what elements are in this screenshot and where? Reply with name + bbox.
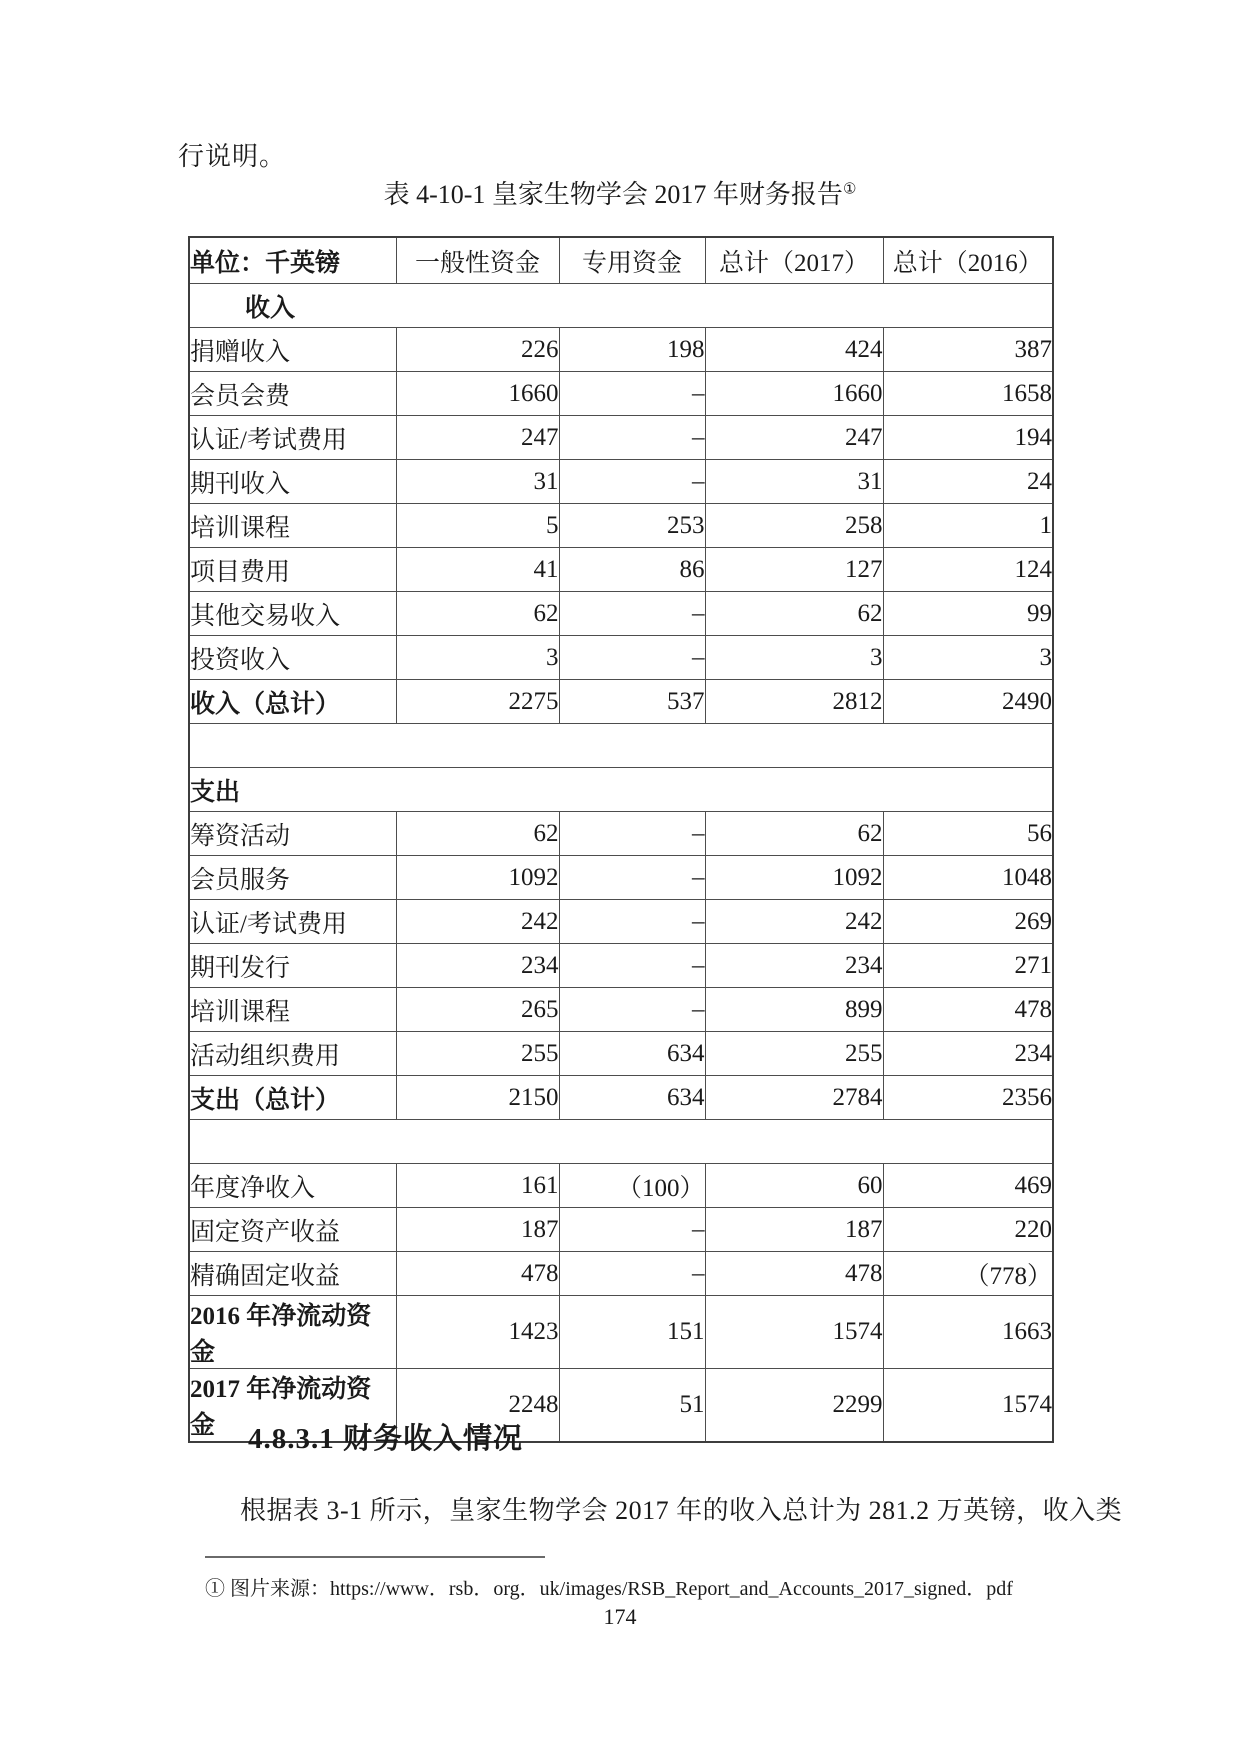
table-caption (0, 174, 1240, 211)
value-cell: – (559, 636, 705, 680)
value-cell: 1663 (883, 1296, 1053, 1369)
spacer-row (189, 724, 1053, 768)
row-label-cell: 支出（总计） (189, 1076, 396, 1120)
value-cell: 31 (396, 460, 559, 504)
value-cell: 899 (705, 988, 883, 1032)
empty-cell (189, 724, 1053, 768)
total-row-expense (189, 1076, 1053, 1120)
value-cell: 2150 (396, 1076, 559, 1120)
value-cell: 387 (883, 328, 1053, 372)
value-cell: 86 (559, 548, 705, 592)
section-row-income (189, 284, 1053, 328)
value-cell: 99 (883, 592, 1053, 636)
footnote-reference-mark: ① (842, 181, 857, 198)
table-row (189, 592, 1053, 636)
row-label-cell: 其他交易收入 (189, 592, 396, 636)
value-cell: 226 (396, 328, 559, 372)
value-cell: 31 (705, 460, 883, 504)
value-cell: 1658 (883, 372, 1053, 416)
unit-label-cell: 单位：千英镑 (189, 237, 396, 284)
value-cell: 24 (883, 460, 1053, 504)
table-caption-text: 表 4-10-1 皇家生物学会 2017 年财务报告 (383, 180, 843, 209)
footnote-text: ① 图片来源：https://www．rsb．org．uk/images/RSB_Report_and_Accounts_2017_signed．pdf (205, 1578, 1013, 1600)
table-row (189, 900, 1053, 944)
table-row (189, 636, 1053, 680)
row-label-cell: 收入（总计） (189, 680, 396, 724)
total-row-income (189, 680, 1053, 724)
table-row (189, 372, 1053, 416)
page-number: 174 (603, 1604, 637, 1629)
column-header-restricted-funds: 专用资金 (559, 237, 705, 284)
value-cell: – (559, 1252, 705, 1296)
value-cell: – (559, 988, 705, 1032)
row-label-cell: 会员服务 (189, 856, 396, 900)
table-row (189, 1208, 1053, 1252)
value-cell: 161 (396, 1164, 559, 1208)
value-cell: 271 (883, 944, 1053, 988)
row-label-cell: 会员会费 (189, 372, 396, 416)
table-row (189, 988, 1053, 1032)
financial-table (188, 236, 1052, 1443)
table-row (189, 1164, 1053, 1208)
value-cell: 5 (396, 504, 559, 548)
table-row (189, 416, 1053, 460)
value-cell: 234 (883, 1032, 1053, 1076)
value-cell: 62 (396, 812, 559, 856)
value-cell: 255 (705, 1032, 883, 1076)
value-cell: 2248 (396, 1369, 559, 1443)
value-cell: – (559, 812, 705, 856)
value-cell: 234 (705, 944, 883, 988)
empty-cell (189, 1120, 1053, 1164)
value-cell: 62 (396, 592, 559, 636)
row-label-cell: 2017 年净流动资金 (189, 1369, 396, 1443)
value-cell: 258 (705, 504, 883, 548)
value-cell: – (559, 944, 705, 988)
section-heading: 4.8.3.1 财务收入情况 (248, 1423, 524, 1455)
value-cell: 424 (705, 328, 883, 372)
value-cell: – (559, 416, 705, 460)
row-label-cell: 认证/考试费用 (189, 900, 396, 944)
row-label-cell: 筹资活动 (189, 812, 396, 856)
row-label-cell: 期刊收入 (189, 460, 396, 504)
value-cell: 247 (705, 416, 883, 460)
value-cell: 187 (705, 1208, 883, 1252)
row-label-cell: 固定资产收益 (189, 1208, 396, 1252)
row-label-cell: 认证/考试费用 (189, 416, 396, 460)
value-cell: 478 (396, 1252, 559, 1296)
footnote-separator-line (205, 1556, 545, 1558)
value-cell: 265 (396, 988, 559, 1032)
value-cell: 198 (559, 328, 705, 372)
value-cell: 41 (396, 548, 559, 592)
value-cell: 1 (883, 504, 1053, 548)
column-header-total-2016: 总计（2016） (883, 237, 1053, 284)
table-row (189, 944, 1053, 988)
column-header-general-funds: 一般性资金 (396, 237, 559, 284)
column-header-total-2017: 总计（2017） (705, 237, 883, 284)
value-cell: 469 (883, 1164, 1053, 1208)
value-cell: 151 (559, 1296, 705, 1369)
value-cell: 194 (883, 416, 1053, 460)
table-row (189, 504, 1053, 548)
value-cell: – (559, 1208, 705, 1252)
section-label-expense: 支出 (189, 768, 1053, 812)
table-row (189, 1252, 1053, 1296)
row-label-cell: 精确固定收益 (189, 1252, 396, 1296)
value-cell: （778） (883, 1252, 1053, 1296)
row-label-cell: 培训课程 (189, 988, 396, 1032)
row-label-cell: 培训课程 (189, 504, 396, 548)
value-cell: 187 (396, 1208, 559, 1252)
value-cell: （100） (559, 1164, 705, 1208)
section-label-income: 收入 (189, 284, 1053, 328)
value-cell: 2275 (396, 680, 559, 724)
row-label-cell: 年度净收入 (189, 1164, 396, 1208)
row-label-cell: 活动组织费用 (189, 1032, 396, 1076)
table-row (189, 328, 1053, 372)
value-cell: 255 (396, 1032, 559, 1076)
value-cell: 124 (883, 548, 1053, 592)
table-row (189, 856, 1053, 900)
spacer-row (189, 1120, 1053, 1164)
table-row (189, 812, 1053, 856)
value-cell: 3 (705, 636, 883, 680)
value-cell: 3 (883, 636, 1053, 680)
value-cell: 1660 (396, 372, 559, 416)
table-header-row (189, 237, 1053, 284)
value-cell: 1092 (705, 856, 883, 900)
value-cell: 1092 (396, 856, 559, 900)
value-cell: 2784 (705, 1076, 883, 1120)
value-cell: 60 (705, 1164, 883, 1208)
value-cell: 2356 (883, 1076, 1053, 1120)
value-cell: 56 (883, 812, 1053, 856)
value-cell: 234 (396, 944, 559, 988)
row-label-cell: 期刊发行 (189, 944, 396, 988)
value-cell: – (559, 900, 705, 944)
value-cell: 62 (705, 812, 883, 856)
value-cell: 2812 (705, 680, 883, 724)
table-row (189, 548, 1053, 592)
value-cell: 242 (705, 900, 883, 944)
row-label-cell: 项目费用 (189, 548, 396, 592)
value-cell: 1574 (883, 1369, 1053, 1443)
value-cell: – (559, 372, 705, 416)
table-row (189, 1032, 1053, 1076)
value-cell: 1660 (705, 372, 883, 416)
row-label-cell: 投资收入 (189, 636, 396, 680)
value-cell: 634 (559, 1032, 705, 1076)
value-cell: – (559, 592, 705, 636)
value-cell: 2490 (883, 680, 1053, 724)
value-cell: 478 (705, 1252, 883, 1296)
value-cell: 537 (559, 680, 705, 724)
value-cell: 253 (559, 504, 705, 548)
paragraph-tail-text: 行说明。 (178, 142, 287, 171)
value-cell: 478 (883, 988, 1053, 1032)
value-cell: 3 (396, 636, 559, 680)
value-cell: 127 (705, 548, 883, 592)
table-row (189, 460, 1053, 504)
value-cell: 220 (883, 1208, 1053, 1252)
body-paragraph: 根据表 3-1 所示，皇家生物学会 2017 年的收入总计为 281.2 万英镑，收入类 (240, 1496, 1123, 1525)
value-cell: 634 (559, 1076, 705, 1120)
value-cell: 62 (705, 592, 883, 636)
value-cell: 1574 (705, 1296, 883, 1369)
value-cell: 2299 (705, 1369, 883, 1443)
value-cell: 51 (559, 1369, 705, 1443)
value-cell: – (559, 460, 705, 504)
value-cell: 269 (883, 900, 1053, 944)
value-cell: 242 (396, 900, 559, 944)
value-cell: 1048 (883, 856, 1053, 900)
total-row-net-2016 (189, 1296, 1053, 1369)
row-label-cell: 捐赠收入 (189, 328, 396, 372)
value-cell: 247 (396, 416, 559, 460)
section-row-expense (189, 768, 1053, 812)
value-cell: 1423 (396, 1296, 559, 1369)
row-label-cell: 2016 年净流动资金 (189, 1296, 396, 1369)
value-cell: – (559, 856, 705, 900)
